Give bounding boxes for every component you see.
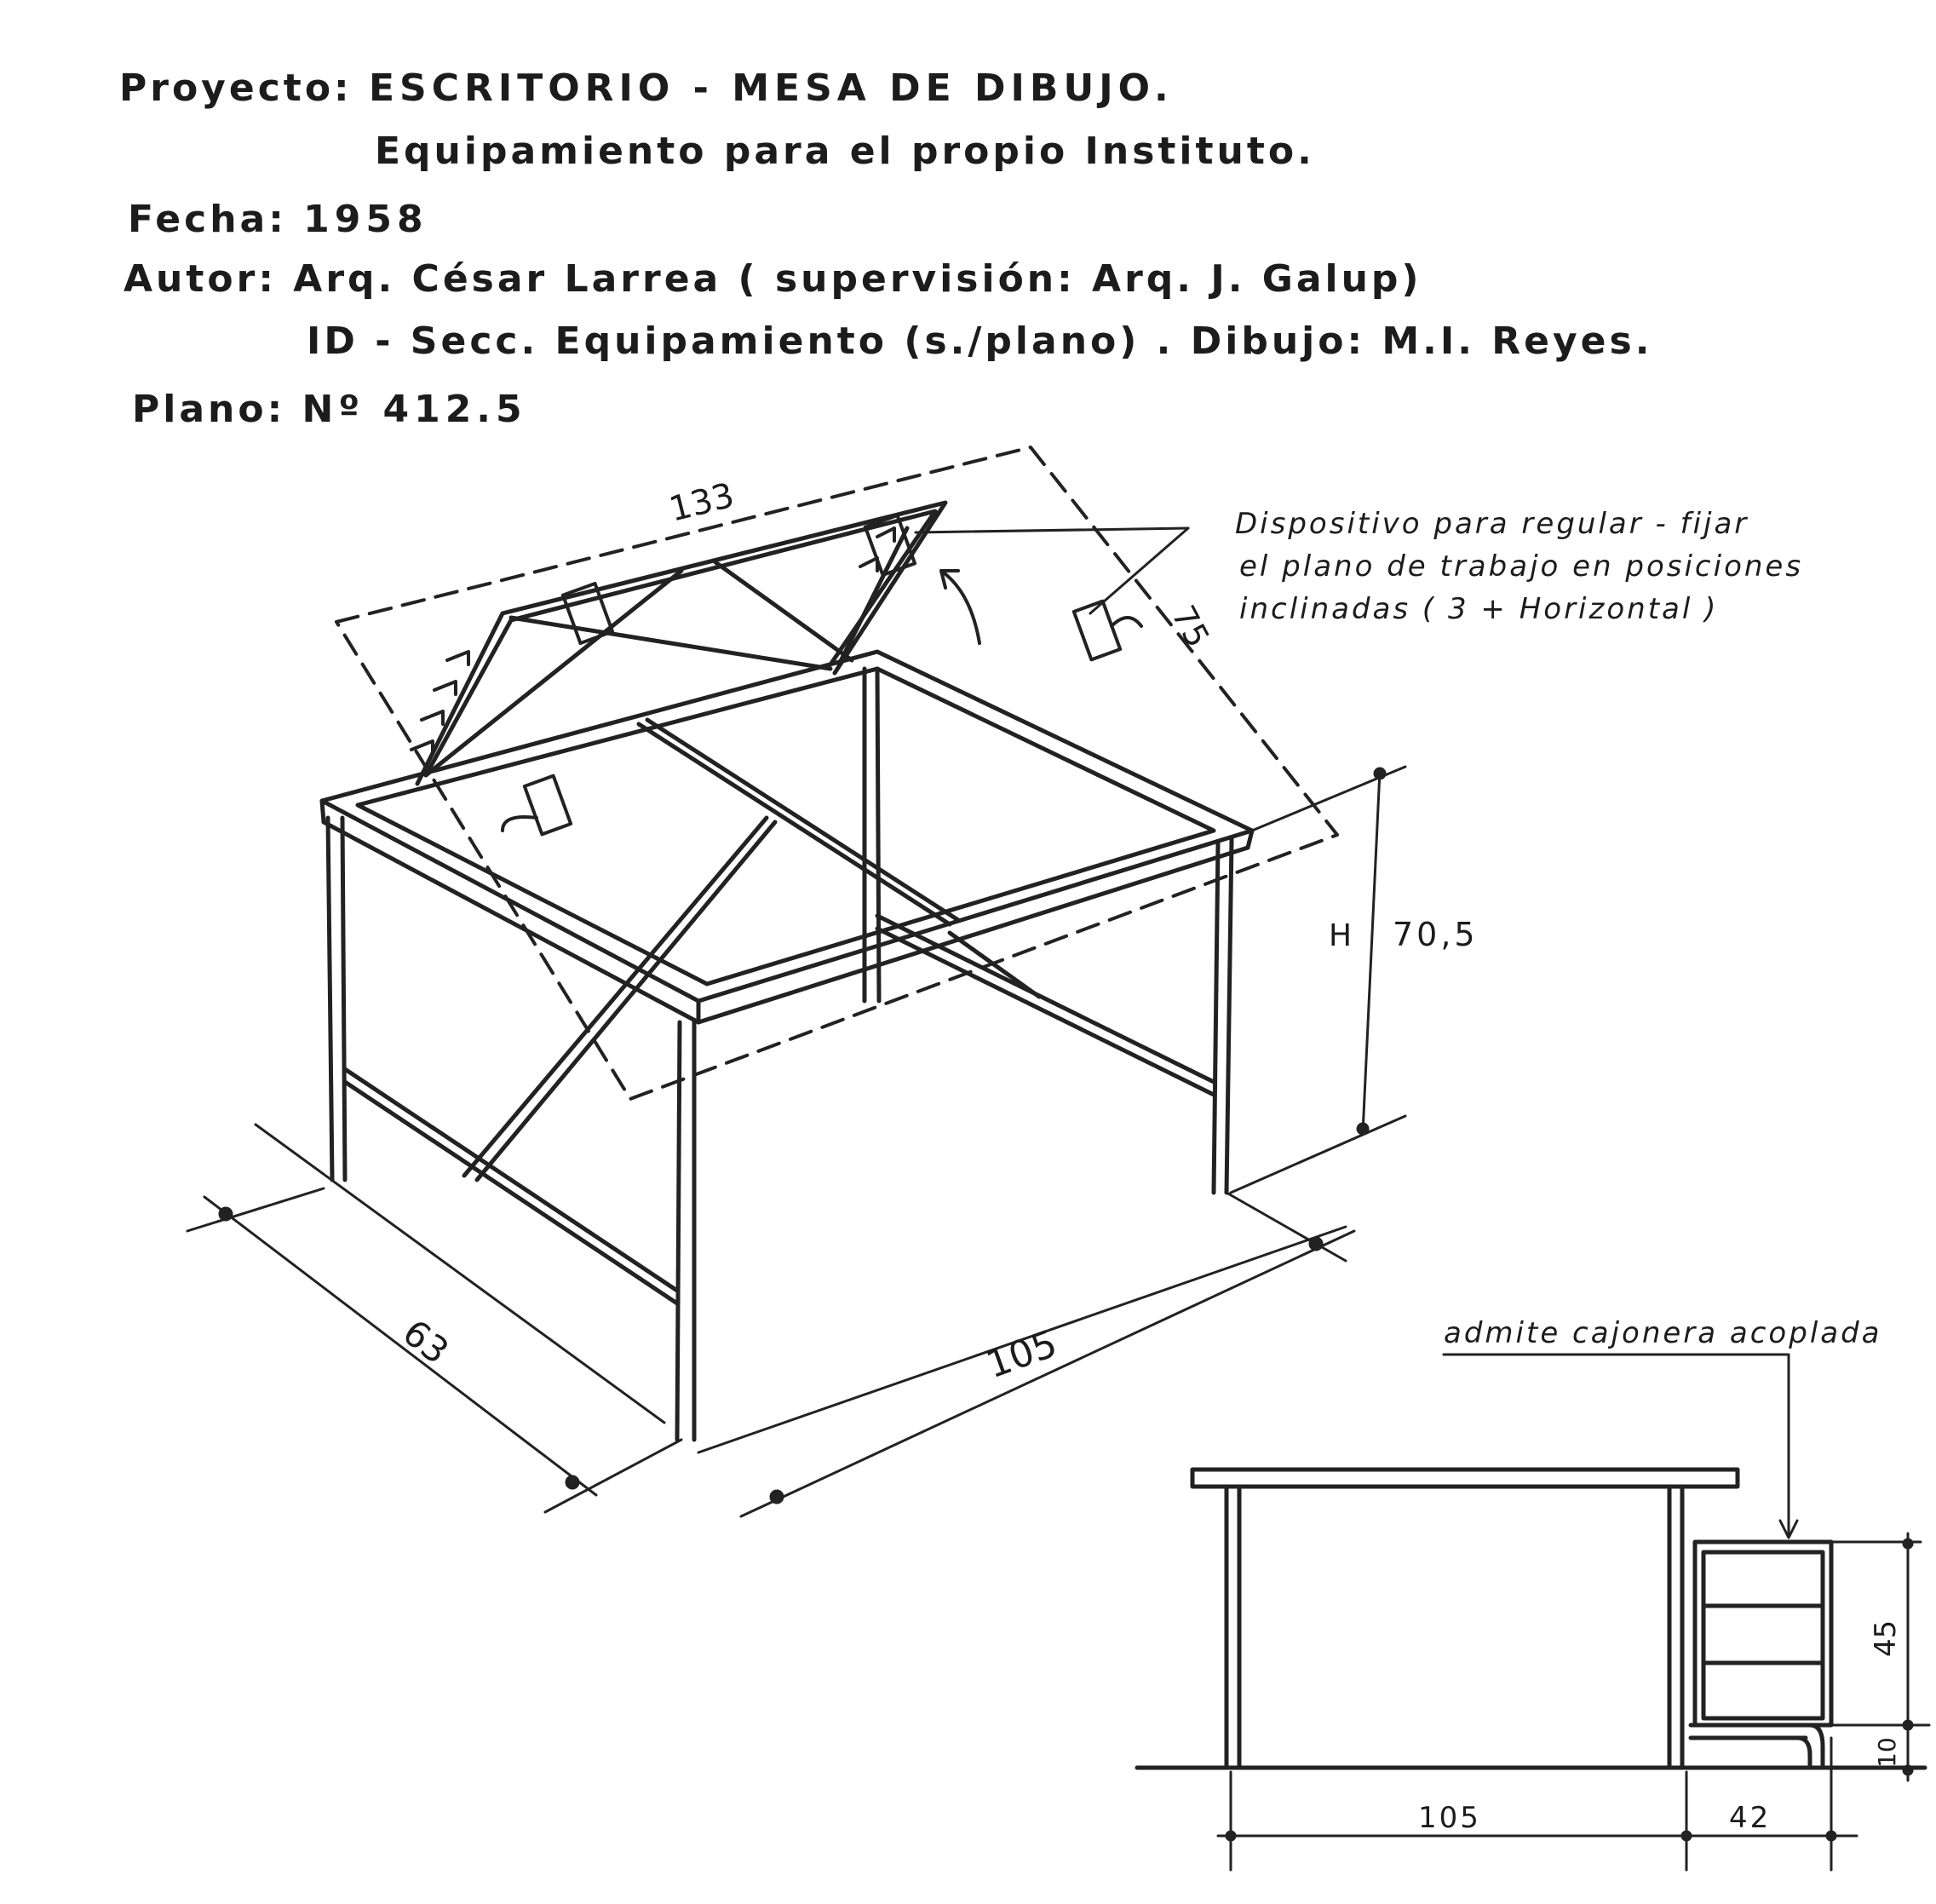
plan-label: Plano:: [132, 388, 286, 431]
device-note-line1: Dispositivo para regular - fijar: [1235, 507, 1749, 541]
project-title: ESCRITORIO - MESA DE DIBUJO.: [368, 66, 1174, 110]
tilt-arrow: [941, 571, 979, 643]
date-value: 1958: [303, 198, 428, 241]
plan-value: Nº 412.5: [302, 388, 527, 431]
drawer-note-leader: [1444, 1355, 1797, 1538]
device-note-line2: el plano de trabajo en posiciones: [1239, 549, 1804, 584]
project-subtitle: Equipamiento para el propio Instituto.: [375, 129, 1315, 173]
drawer-note: admite cajonera acoplada: [1444, 1316, 1882, 1350]
height-letter: H: [1329, 918, 1353, 953]
adjustment-brackets: [503, 515, 1141, 834]
author-value: Arq. César Larrea ( supervisión: Arq. J. Galup): [293, 257, 1422, 301]
board-depth-label: 75: [1164, 599, 1217, 653]
width-label: 105: [980, 1321, 1063, 1388]
drawer-unit: [1691, 1542, 1831, 1768]
date-label: Fecha:: [128, 198, 287, 241]
drawer-clearance-label: 10: [1873, 1737, 1901, 1768]
board-width-label: 133: [665, 475, 738, 530]
depth-label: 63: [394, 1311, 457, 1372]
drawer-height-label: 45: [1869, 1619, 1903, 1657]
height-value-label: 70,5: [1393, 916, 1479, 953]
stretchers-and-braces: [345, 818, 1214, 1303]
side-width-label: 105: [1418, 1801, 1481, 1835]
table-legs: [328, 669, 1232, 1440]
side-drawer-width-label: 42: [1729, 1801, 1772, 1835]
department-line: ID - Secc. Equipamiento (s./plano) . Dibujo: M.I. Reyes.: [307, 319, 1653, 363]
device-note-line3: inclinadas ( 3 + Horizontal ): [1239, 592, 1719, 626]
project-label: Proyecto:: [119, 66, 353, 110]
depth-dimension: [187, 1125, 681, 1512]
author-label: Autor:: [124, 257, 277, 301]
height-dimension: [1231, 767, 1405, 1193]
